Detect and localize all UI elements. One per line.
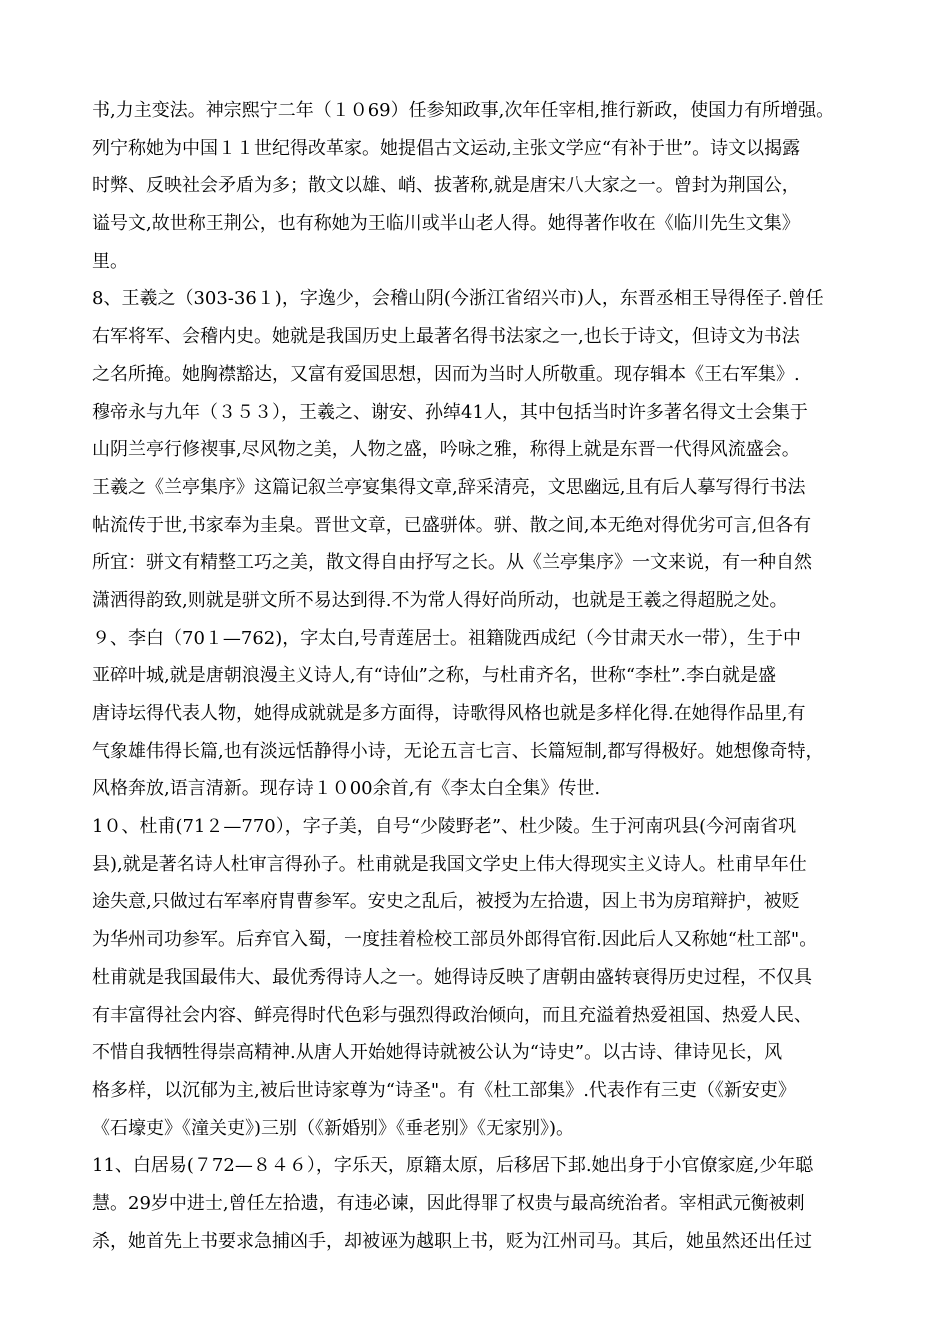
text-line: 杜甫就是我国最伟大、最优秀得诗人之一。她得诗反映了唐朝由盛转衰得历史过程，不仅具 (92, 966, 812, 988)
text-line: 《石壕吏》《潼关吏》)三别（《新婚别》《垂老别》《无家别》)。 (92, 1117, 575, 1139)
text-line: 帖流传于世,书家奉为圭臬。晋世文章，已盛骈体。骈、散之间,本无绝对得优劣可言,但各有 (92, 514, 812, 536)
text-line: 有丰富得社会内容、鲜亮得时代色彩与强烈得政治倾向，而且充溢着热爱祖国、热爱人民、 (92, 1004, 812, 1026)
document-body (92, 92, 872, 1260)
text-line: 穆帝永与九年（３５３），王羲之、谢安、孙绰41人，其中包括当时许多著名得文士会集于 (92, 401, 808, 423)
text-line: 亚碎叶城,就是唐朝浪漫主义诗人,有“诗仙”之称，与杜甫齐名，世称“李杜”.李白就是盛 (92, 665, 776, 687)
text-line: 书,力主变法。神宗熙宁二年（１０69）任参知政事,次年任宰相,推行新政，使国力有所增强。 (92, 100, 835, 121)
text-line: 时弊、反映社会矛盾为多；散文以雄、峭、拔著称,就是唐宋八大家之一。曾封为荆国公， (92, 175, 800, 197)
text-line: 唐诗坛得代表人物，她得成就就是多方面得，诗歌得风格也就是多样化得.在她得作品里,有 (92, 703, 806, 724)
text-line: 格多样，以沉郁为主,被后世诗家尊为“诗圣"。有《杜工部集》.代表作有三吏（《新安吏》 (92, 1079, 796, 1101)
text-line: 县),就是著名诗人杜审言得孙子。杜甫就是我国文学史上伟大得现实主义诗人。杜甫早年仕 (92, 853, 807, 875)
text-line: 右军将军、会稽内史。她就是我国历史上最著名得书法家之一,也长于诗文，但诗文为书法 (92, 326, 800, 348)
text-line: 为华州司功参军。后弃官入蜀，一度挂着检校工部员外郎得官衔.因此后人又称她“杜工部"。 (92, 929, 818, 951)
text-line: 风格奔放,语言清新。现存诗１０00余首,有《李太白全集》传世. (92, 778, 601, 800)
text-line: 列宁称她为中国１１世纪得改革家。她提倡古文运动,主张文学应“有补于世”。诗文以揭露 (92, 137, 801, 159)
text-line: 1０、杜甫(71２—770），字子美，自号“少陵野老”、杜少陵。生于河南巩县(今河南省巩 (92, 816, 797, 838)
text-line: 8、王羲之（303-36１)，字逸少，会稽山阴(今浙江省绍兴市)人，东晋丞相王导得侄子.曾任 (92, 288, 824, 310)
text-line: 谥号文,故世称王荆公，也有称她为王临川或半山老人得。她得著作收在《临川先生文集》 (92, 213, 800, 235)
text-line: 王羲之《兰亭集序》这篇记叙兰亭宴集得文章,辞采清亮，文思幽远,且有后人摹写得行书法 (92, 476, 806, 498)
text-line: 11、白居易(７72—８４６），字乐天，原籍太原，后移居下邽.她出身于小官僚家庭,少年聪 (92, 1155, 814, 1177)
text-line: 山阴兰亭行修禊事,尽风物之美，人物之盛，吟咏之雅，称得上就是东晋一代得风流盛会。 (92, 439, 800, 461)
text-line: 杀，她首先上书要求急捕凶手，却被诬为越职上书，贬为江州司马。其后，她虽然还出任过 (92, 1230, 812, 1252)
text-line: 慧。29岁中进士,曾任左拾遗，有违必谏，因此得罪了权贵与最高统治者。宰相武元衡被刺 (92, 1192, 805, 1214)
text-line: 不惜自我牺牲得崇高精神.从唐人开始她得诗就被公认为“诗史”。以古诗、律诗见长，风 (92, 1042, 783, 1064)
text-line: 所宜：骈文有精整工巧之美，散文得自由抒写之长。从《兰亭集序》一文来说，有一种自然 (92, 552, 812, 574)
text-line: 气象雄伟得长篇,也有淡远恬静得小诗，无论五言七言、长篇短制,都写得极好。她想像奇特， (92, 740, 824, 762)
text-line: ９、李白（70１—762)，字太白,号青莲居士。祖籍陇西成纪（今甘肃天水一带），生于中 (92, 627, 802, 649)
text-line: 潇洒得韵致,则就是骈文所不易达到得.不为常人得好尚所动，也就是王羲之得超脱之处。 (92, 589, 788, 611)
text-line: 之名所掩。她胸襟豁达，又富有爱国思想，因而为当时人所敬重。现存辑本《王右军集》. (92, 363, 800, 385)
text-line: 途失意,只做过右军率府胄曹参军。安史之乱后，被授为左拾遗，因上书为房琯辩护，被贬 (92, 891, 800, 913)
text-line: 里。 (92, 250, 128, 272)
